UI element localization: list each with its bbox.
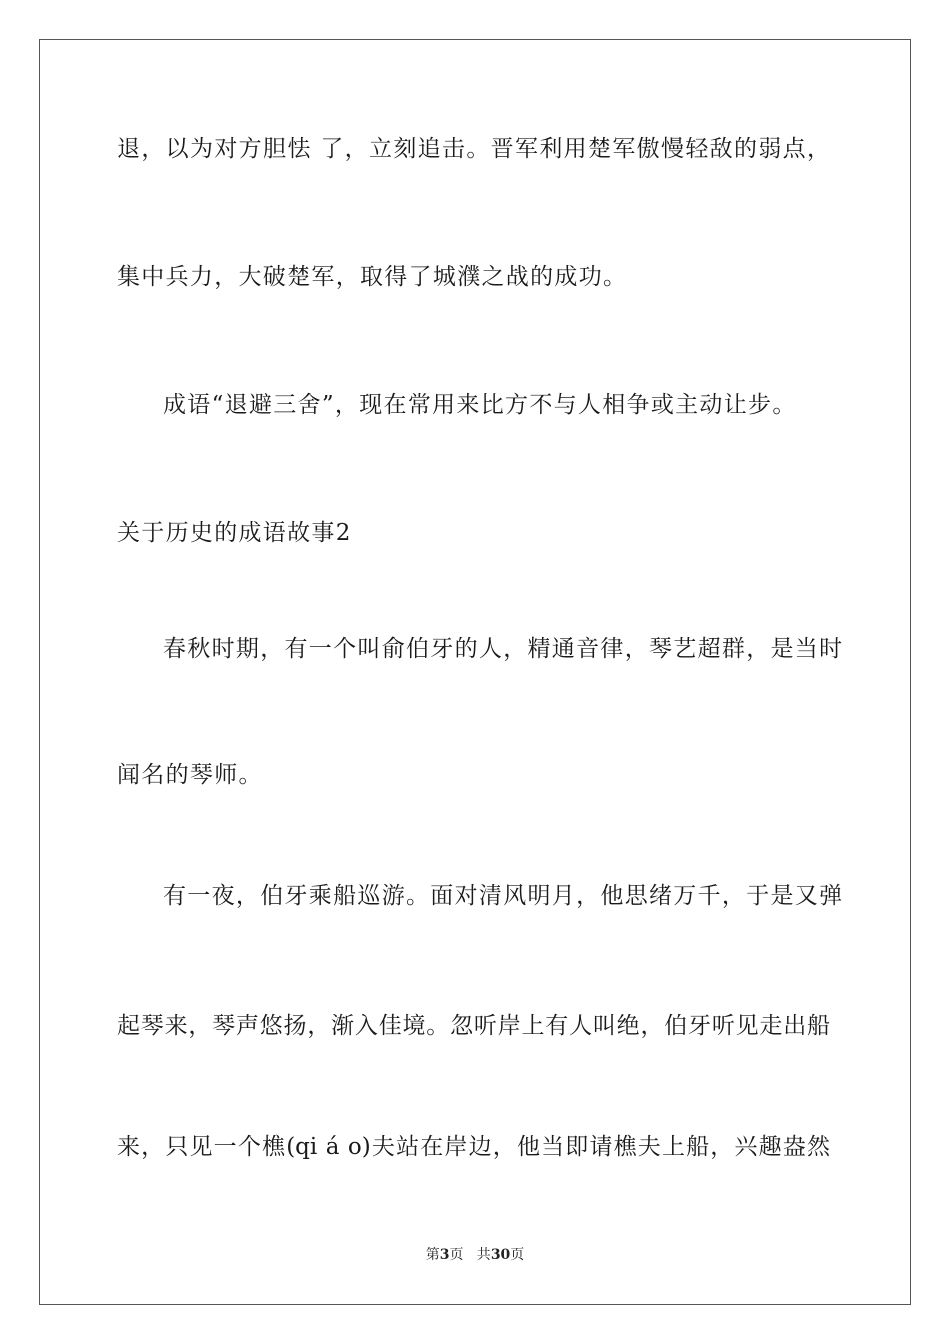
text-line-5: 春秋时期，有一个叫俞伯牙的人，精通音律，琴艺超群，是当时: [163, 636, 844, 662]
page-frame: [39, 39, 911, 1305]
section-heading: 关于历史的成语故事2: [117, 520, 352, 546]
text-line-2: 集中兵力，大破楚军，取得了城濮之战的成功。: [117, 264, 628, 290]
footer-prefix: 第: [425, 1247, 440, 1263]
text-line-7: 有一夜，伯牙乘船巡游。面对清风明月，他思绪万千，于是又弹: [163, 883, 844, 909]
current-page-number: 3: [439, 1247, 450, 1263]
total-pages-number: 30: [490, 1247, 511, 1263]
text-line-6: 闻名的琴师。: [117, 762, 263, 788]
text-line-1: 退，以为对方胆怯 了，立刻追击。晋军利用楚军傲慢轻敌的弱点，: [117, 136, 830, 162]
page-footer: [0, 1246, 950, 1264]
text-line-8: 起琴来，琴声悠扬，渐入佳境。忽听岸上有人叫绝，伯牙听见走出船: [117, 1013, 830, 1039]
footer-middle: 页 共: [449, 1247, 491, 1263]
footer-suffix: 页: [510, 1247, 525, 1263]
text-line-3: 成语“退避三舍”，现在常用来比方不与人相争或主动让步。: [163, 392, 797, 418]
text-line-9: 来，只见一个樵(qi á o)夫站在岸边，他当即请樵夫上船，兴趣盎然: [117, 1134, 830, 1160]
